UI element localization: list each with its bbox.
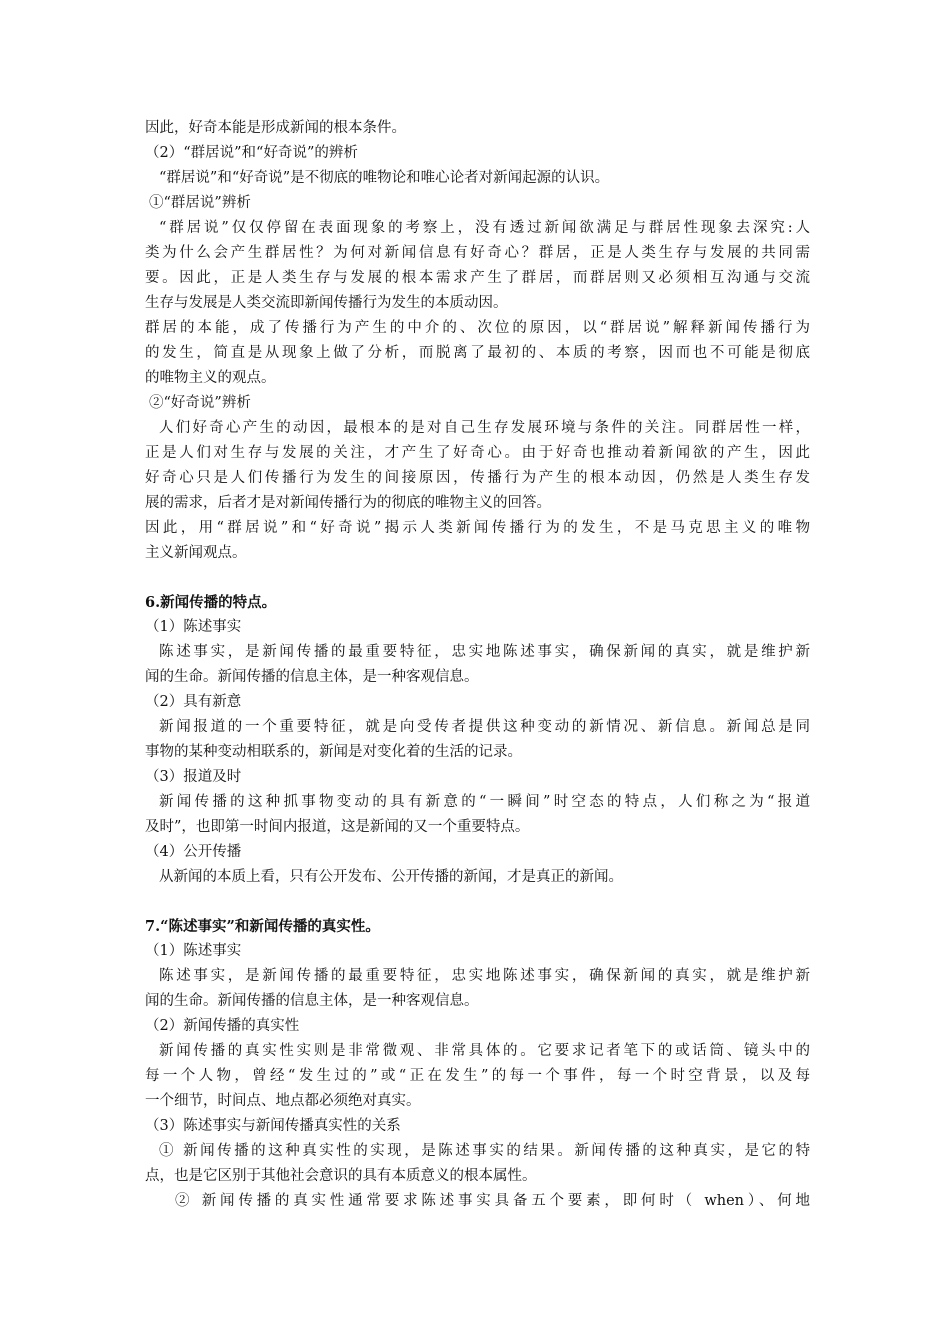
text-line: 从新闻的本质上看，只有公开发布、公开传播的新闻，才是真正的新闻。 — [159, 869, 623, 885]
text-line: “群居说”仅仅停留在表面现象的考察上，没有透过新闻欲满足与群居性现象去深究:人 — [159, 220, 810, 236]
text-line: 新闻报道的一个重要特征，就是向受传者提供这种变动的新情况、新信息。新闻总是同 — [159, 719, 810, 735]
text-line: ② 新闻传播的真实性通常要求陈述事实具备五个要素，即何时（ when）、何地 — [175, 1193, 810, 1209]
text-line: 好奇心只是人们传播行为发生的间接原因，传播行为产生的根本动因，仍然是人类生存发 — [145, 470, 810, 486]
text-line: 群居的本能，成了传播行为产生的中介的、次位的原因，以“群居说”解释新闻传播行为 — [145, 320, 810, 336]
text-line: ① 新闻传播的这种真实性的实现，是陈述事实的结果。新闻传播的这种真实，是它的特 — [159, 1143, 810, 1159]
text-line: （2）具有新意 — [145, 694, 242, 710]
text-line: 闻的生命。新闻传播的信息主体，是一种客观信息。 — [145, 669, 479, 685]
text-line: 的发生，简直是从现象上做了分析，而脱离了最初的、本质的考察，因而也不可能是彻底 — [145, 345, 810, 361]
text-line: 人们好奇心产生的动因，最根本的是对自己生存发展环境与条件的关注。同群居性一样， — [159, 420, 810, 436]
text-line: （1）陈述事实 — [145, 619, 242, 635]
text-line: ①“群居说”辨析 — [149, 195, 251, 211]
text-line: 新闻传播的真实性实则是非常微观、非常具体的。它要求记者笔下的或话筒、镜头中的 — [159, 1043, 810, 1059]
text-line: 因此，好奇本能是形成新闻的根本条件。 — [145, 120, 406, 136]
text-line: 要。因此，正是人类生存与发展的根本需求产生了群居，而群居则又必须相互沟通与交流 — [145, 270, 810, 286]
text-line: 陈述事实，是新闻传播的最重要特征，忠实地陈述事实，确保新闻的真实，就是维护新 — [159, 968, 810, 984]
text-line: 的唯物主义的观点。 — [145, 370, 276, 386]
text-line: 点，也是它区别于其他社会意识的具有本质意义的根本属性。 — [145, 1168, 537, 1184]
text-line: （3）陈述事实与新闻传播真实性的关系 — [145, 1118, 401, 1134]
text-line: （4）公开传播 — [145, 844, 242, 860]
text-line: 事物的某种变动相联系的，新闻是对变化着的生活的记录。 — [145, 744, 522, 760]
text-line: 主义新闻观点。 — [145, 545, 247, 561]
text-line: （2）新闻传播的真实性 — [145, 1018, 300, 1034]
text-line: 及时”，也即第一时间内报道，这是新闻的又一个重要特点。 — [145, 819, 530, 835]
text-line: 正是人们对生存与发展的关注，才产生了好奇心。由于好奇也推动着新闻欲的产生，因此 — [145, 445, 810, 461]
text-line: （2）“群居说”和“好奇说”的辨析 — [145, 145, 358, 161]
text-line: 类为什么会产生群居性？为何对新闻信息有好奇心？群居，正是人类生存与发展的共同需 — [145, 245, 810, 261]
text-line: 闻的生命。新闻传播的信息主体，是一种客观信息。 — [145, 993, 479, 1009]
text-line: 生存与发展是人类交流即新闻传播行为发生的本质动因。 — [145, 295, 508, 311]
text-line: 因此，用“群居说”和“好奇说”揭示人类新闻传播行为的发生，不是马克思主义的唯物 — [145, 520, 810, 536]
text-line: 展的需求，后者才是对新闻传播行为的彻底的唯物主义的回答。 — [145, 495, 551, 511]
text-line: 一个细节，时间点、地点都必须绝对真实。 — [145, 1093, 421, 1109]
text-line: ②“好奇说”辨析 — [149, 395, 251, 411]
text-line: “群居说”和“好奇说”是不彻底的唯物论和唯心论者对新闻起源的认识。 — [159, 170, 610, 186]
text-line: （3）报道及时 — [145, 769, 242, 785]
section-heading: 6.新闻传播的特点。 — [145, 594, 277, 611]
text-line: 每一个人物，曾经“发生过的”或“正在发生”的每一个事件，每一个时空背景，以及每 — [145, 1068, 810, 1084]
text-line: 新闻传播的这种抓事物变动的具有新意的“一瞬间”时空态的特点，人们称之为“报道 — [159, 794, 810, 810]
text-line: （1）陈述事实 — [145, 943, 242, 959]
section-heading: 7.“陈述事实”和新闻传播的真实性。 — [145, 918, 380, 935]
text-line: 陈述事实，是新闻传播的最重要特征，忠实地陈述事实，确保新闻的真实，就是维护新 — [159, 644, 810, 660]
